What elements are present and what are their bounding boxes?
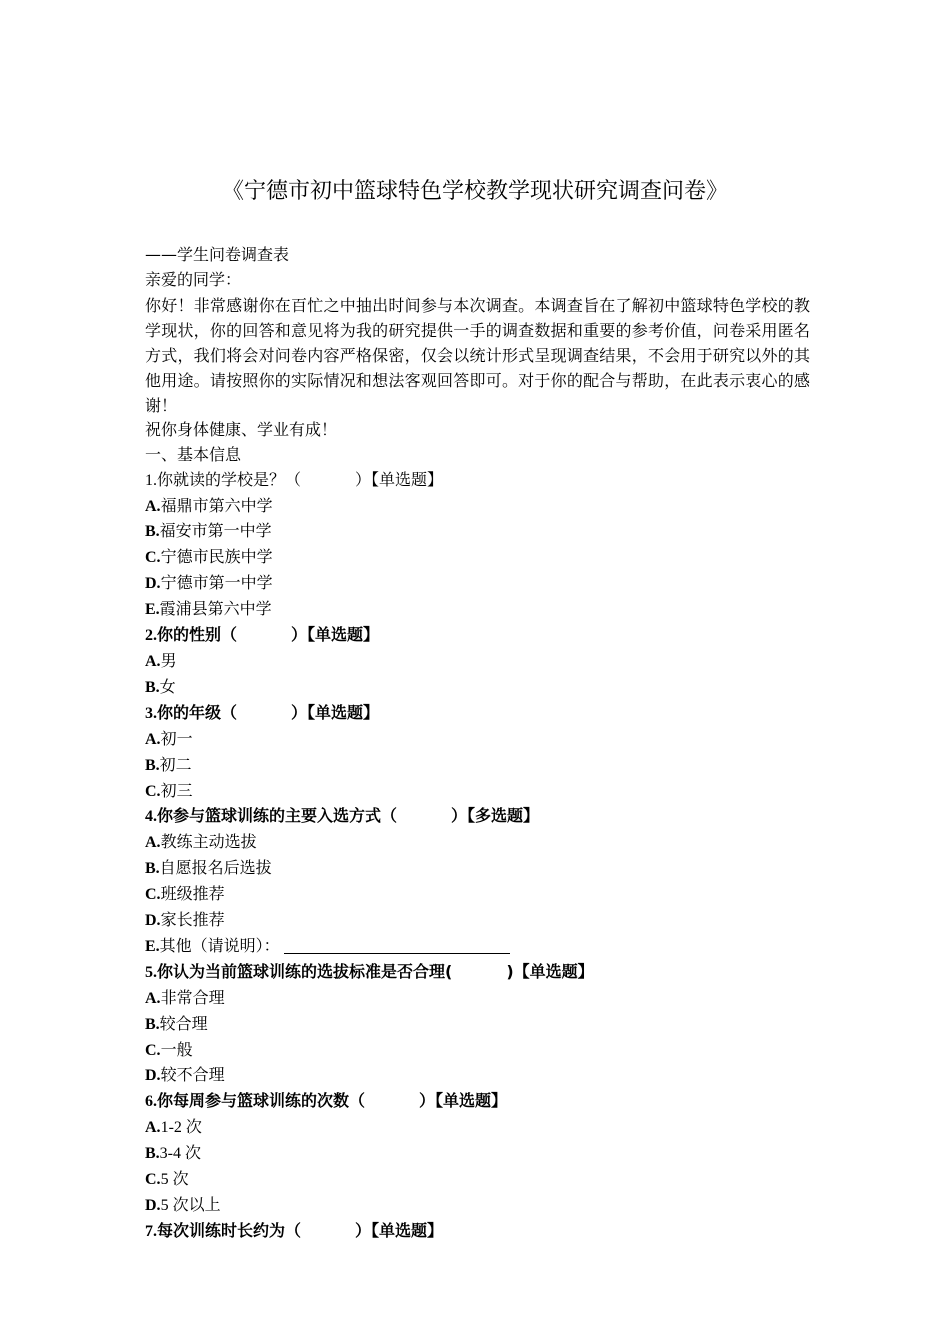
option-text: 初三 <box>160 780 193 800</box>
option-text: 非常合理 <box>160 987 225 1007</box>
option-item[interactable] <box>145 1012 810 1038</box>
option-letter: B. <box>145 1145 160 1163</box>
option-item[interactable] <box>145 934 810 960</box>
option-letter: D. <box>145 1197 161 1214</box>
option-text: 福鼎市第六中学 <box>160 495 273 515</box>
option-item[interactable] <box>145 753 810 779</box>
question-type: 【单选题】 <box>513 961 594 981</box>
option-text: 霞浦县第六中学 <box>159 599 272 619</box>
question-close: ） <box>355 469 372 489</box>
question-1 <box>145 468 810 494</box>
option-text: 初一 <box>160 728 193 748</box>
question-number: 2. <box>145 627 157 645</box>
question-2 <box>145 623 810 649</box>
option-text: 教练主动选拔 <box>160 832 257 852</box>
option-item[interactable] <box>145 856 810 882</box>
option-text: 女 <box>159 676 176 696</box>
option-letter: D. <box>145 575 161 593</box>
question-close: ） <box>419 1091 436 1111</box>
option-letter: E. <box>145 937 160 955</box>
question-text: 你认为当前篮球训练的选拔标准是否合理( <box>157 961 453 981</box>
subtitle: ——学生问卷调查表 <box>145 245 290 264</box>
option-text: 1-2 次 <box>160 1119 202 1137</box>
question-6 <box>145 1089 810 1115</box>
option-text: 男 <box>160 650 177 670</box>
option-text: 较合理 <box>159 1013 208 1033</box>
option-item[interactable] <box>145 545 810 571</box>
question-close: ） <box>451 806 468 826</box>
option-text: 5 次以上 <box>160 1197 221 1214</box>
option-item[interactable] <box>145 727 810 753</box>
question-close: ) <box>506 961 514 981</box>
question-close: ） <box>355 1220 372 1240</box>
option-item[interactable] <box>145 494 810 520</box>
question-type: 【多选题】 <box>467 806 540 826</box>
option-text: 宁德市第一中学 <box>160 573 273 593</box>
option-text: 宁德市民族中学 <box>160 547 273 567</box>
option-text: 初二 <box>159 754 192 774</box>
question-number: 6. <box>145 1093 157 1111</box>
option-letter: B. <box>145 860 160 878</box>
option-item[interactable] <box>145 986 810 1012</box>
question-number: 4. <box>145 808 157 826</box>
question-5 <box>145 960 810 986</box>
section-heading: 一、基本信息 <box>145 444 242 464</box>
option-text: 一般 <box>160 1039 193 1059</box>
option-item[interactable] <box>145 649 810 675</box>
question-7 <box>145 1219 810 1245</box>
other-answer-blank[interactable] <box>284 938 510 954</box>
option-letter: C. <box>145 1171 161 1189</box>
question-type: 【单选题】 <box>371 469 444 489</box>
option-letter: B. <box>145 756 160 774</box>
intro-paragraph: 你好！非常感谢你在百忙之中抽出时间参与本次调查。本调查旨在了解初中篮球特色学校的教学现状，你的回答和意见将为我的研究提供一手的调查数据和重要的参考价值，问卷采用匿名方式，我们将会对问卷内容严格保密，仅会以统计形式呈现调查结果，不会用于研究以外的其他用途。请按照你的实际情况和想法客观回答即可。对于你的配合与帮助，在此表示衷心的感谢！ <box>145 295 810 415</box>
option-letter: B. <box>145 678 160 696</box>
option-text: 家长推荐 <box>160 910 225 930</box>
option-item[interactable] <box>145 908 810 934</box>
option-letter: B. <box>145 1015 160 1033</box>
option-letter: C. <box>145 782 161 800</box>
question-text: 你参与篮球训练的主要入选方式（ <box>157 806 398 826</box>
option-letter: A. <box>145 730 161 748</box>
option-item[interactable] <box>145 1038 810 1064</box>
question-text: 你每周参与篮球训练的次数（ <box>157 1091 366 1111</box>
option-item[interactable] <box>145 1193 810 1219</box>
option-item[interactable] <box>145 882 810 908</box>
option-letter: E. <box>145 601 160 619</box>
option-text: 5 次 <box>160 1171 189 1189</box>
option-letter: D. <box>145 912 161 930</box>
option-item[interactable] <box>145 675 810 701</box>
option-item[interactable] <box>145 597 810 623</box>
option-letter: B. <box>145 523 160 541</box>
question-3 <box>145 701 810 727</box>
question-4 <box>145 804 810 830</box>
question-text: 每次训练时长约为（ <box>157 1220 302 1240</box>
question-type: 【单选题】 <box>307 625 380 645</box>
option-letter: A. <box>145 652 161 670</box>
page-title: 《宁德市初中篮球特色学校教学现状研究调查问卷》 <box>221 179 728 204</box>
question-text: 你的性别（ <box>157 625 238 645</box>
option-letter: A. <box>145 497 161 515</box>
question-text: 你就读的学校是？（ <box>157 469 302 489</box>
option-item[interactable] <box>145 519 810 545</box>
option-text: 3-4 次 <box>159 1145 202 1163</box>
option-item[interactable] <box>145 1115 810 1141</box>
question-number: 5. <box>145 963 157 981</box>
option-item[interactable] <box>145 1167 810 1193</box>
option-item[interactable] <box>145 779 810 805</box>
option-letter: C. <box>145 1041 161 1059</box>
option-item[interactable] <box>145 1141 810 1167</box>
greeting: 亲爱的同学： <box>145 269 242 289</box>
question-text: 你的年级（ <box>157 702 238 722</box>
option-letter: D. <box>145 1067 161 1085</box>
option-letter: C. <box>145 549 161 567</box>
option-letter: A. <box>145 989 161 1007</box>
option-item[interactable] <box>145 830 810 856</box>
option-letter: C. <box>145 886 161 904</box>
question-type: 【单选题】 <box>307 702 380 722</box>
question-type: 【单选题】 <box>371 1220 444 1240</box>
option-letter: A. <box>145 1119 161 1137</box>
question-number: 1. <box>145 471 157 489</box>
question-type: 【单选题】 <box>435 1091 508 1111</box>
option-text: 较不合理 <box>160 1065 225 1085</box>
option-item[interactable] <box>145 1063 810 1089</box>
option-letter: A. <box>145 834 161 852</box>
option-text: 自愿报名后选拔 <box>159 858 272 878</box>
option-text: 班级推荐 <box>160 884 225 904</box>
option-text: 其他（请说明）： <box>159 935 280 955</box>
question-number: 7. <box>145 1222 157 1240</box>
closing-wish: 祝你身体健康、学业有成！ <box>145 419 338 439</box>
option-item[interactable] <box>145 571 810 597</box>
question-close: ） <box>291 702 308 722</box>
question-close: ） <box>291 625 308 645</box>
questionnaire-body <box>145 243 810 1245</box>
option-text: 福安市第一中学 <box>159 521 272 541</box>
question-number: 3. <box>145 704 157 722</box>
